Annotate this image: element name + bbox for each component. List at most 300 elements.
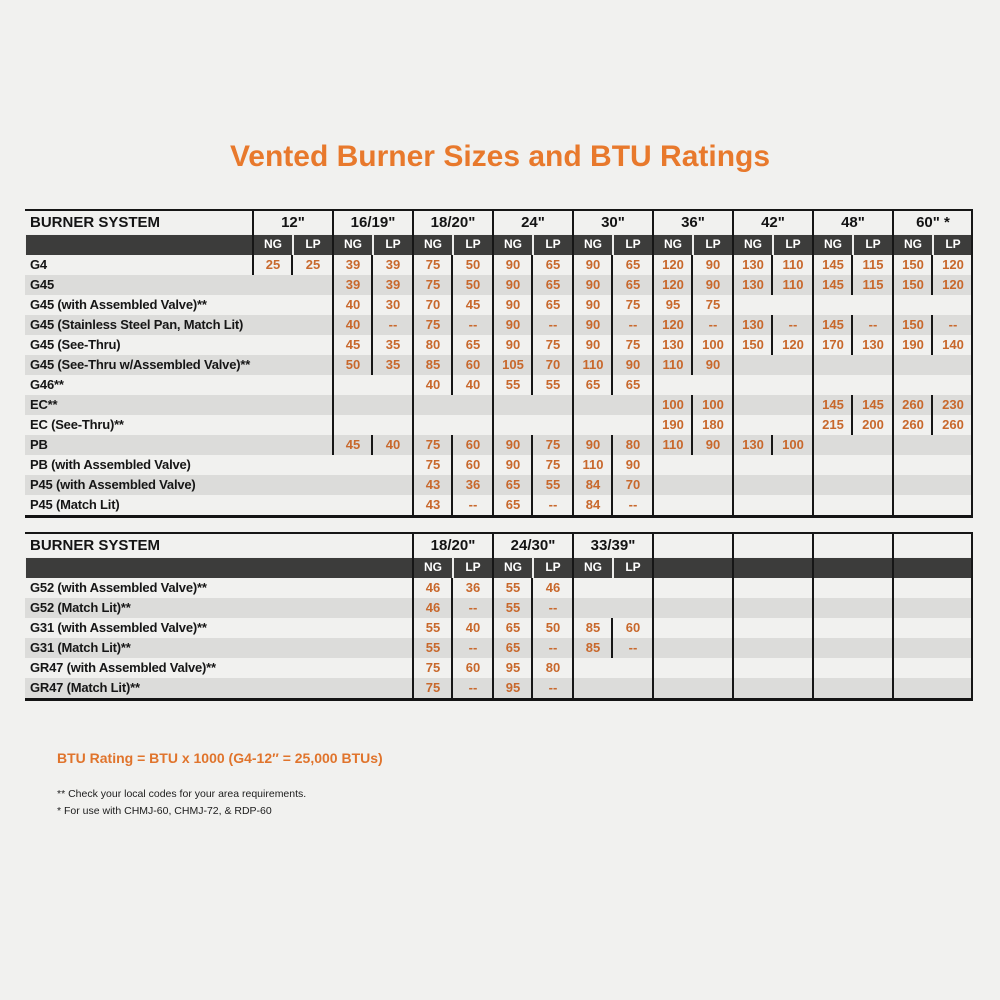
value-cell-lp: --	[468, 640, 478, 655]
value-cell-lp: 45	[465, 297, 481, 312]
table-row	[25, 375, 973, 395]
value-cell-ng: 90	[573, 255, 613, 275]
row-label: G31 (Match Lit)**	[30, 640, 131, 655]
value-cell-ng	[573, 598, 613, 618]
value-cell-lp: 110	[782, 277, 804, 292]
value-cell-ng	[253, 375, 293, 395]
column-divider	[732, 211, 734, 515]
row-label: P45 (with Assembled Valve)	[30, 477, 196, 492]
value-cell-ng	[253, 315, 293, 335]
row-label: G45 (See-Thru)	[30, 337, 121, 352]
value-cell-lp	[613, 678, 653, 698]
gas-type-header: NG	[573, 234, 613, 255]
btu-rating-note: BTU Rating = BTU x 1000 (G4-12″ = 25,000 BTUs)	[57, 750, 383, 766]
value-cell-ng	[893, 295, 933, 315]
gas-type-header: NG	[413, 557, 453, 578]
value-cell-ng: 50	[333, 355, 373, 375]
gas-type-header: LP	[533, 234, 573, 255]
gas-type-header: NG	[653, 234, 693, 255]
value-cell-ng: 120	[653, 255, 693, 275]
value-cell-lp	[933, 495, 973, 515]
column-divider	[412, 534, 414, 698]
value-cell-ng	[653, 495, 693, 515]
value-cell-lp	[773, 295, 813, 315]
value-cell-lp	[853, 578, 893, 598]
row-label: G45 (with Assembled Valve)**	[30, 297, 207, 312]
value-cell-ng	[733, 618, 773, 638]
value-cell-lp: 50	[465, 277, 481, 292]
value-cell-ng	[413, 415, 453, 435]
gas-header-empty-cell	[813, 557, 893, 578]
value-cell-lp	[773, 375, 813, 395]
column-divider	[652, 211, 654, 515]
value-cell-ng	[253, 455, 293, 475]
value-cell-lp	[533, 415, 573, 435]
value-cell-ng: 45	[333, 335, 373, 355]
row-label: PB	[30, 437, 48, 452]
gas-type-header: NG	[253, 234, 293, 255]
size-column-header	[813, 534, 893, 557]
value-cell-lp: 120	[782, 337, 804, 352]
value-cell-lp: 60	[465, 660, 481, 675]
value-cell-ng	[813, 495, 853, 515]
value-cell-lp: 180	[702, 417, 724, 432]
value-cell-lp	[933, 475, 973, 495]
row-label: G52 (Match Lit)**	[30, 600, 131, 615]
value-cell-lp: 200	[862, 417, 884, 432]
value-cell-ng: 90	[573, 295, 613, 315]
value-cell-ng	[733, 658, 773, 678]
gas-type-header: NG	[333, 234, 373, 255]
value-cell-lp: --	[548, 317, 558, 332]
value-cell-lp: 35	[385, 337, 401, 352]
value-cell-lp	[613, 415, 653, 435]
table-row	[25, 578, 973, 598]
value-cell-ng: 145	[813, 255, 853, 275]
value-cell-ng: 80	[413, 335, 453, 355]
value-cell-ng: 55	[413, 638, 453, 658]
note-for-use-with: * For use with CHMJ-60, CHMJ-72, & RDP-60	[57, 805, 272, 817]
value-cell-lp	[693, 598, 733, 618]
size-column-header	[733, 534, 813, 557]
value-cell-lp	[613, 598, 653, 618]
row-label: P45 (Match Lit)	[30, 497, 120, 512]
value-cell-lp	[933, 678, 973, 698]
value-cell-lp	[853, 658, 893, 678]
row-label: G46**	[30, 377, 64, 392]
value-cell-lp: 130	[862, 337, 884, 352]
value-cell-lp: 50	[545, 620, 561, 635]
value-cell-lp: 65	[545, 277, 561, 292]
value-cell-ng	[573, 395, 613, 415]
value-cell-lp: 55	[545, 377, 561, 392]
value-cell-ng	[653, 475, 693, 495]
value-cell-ng	[813, 678, 853, 698]
value-cell-lp: 75	[625, 337, 641, 352]
value-cell-ng: 90	[573, 275, 613, 295]
value-cell-lp	[293, 355, 333, 375]
value-cell-lp	[773, 495, 813, 515]
table-row	[25, 355, 973, 375]
gas-type-header: LP	[453, 234, 493, 255]
value-cell-lp	[773, 395, 813, 415]
value-cell-ng	[813, 638, 853, 658]
value-cell-lp	[693, 375, 733, 395]
gas-type-header: NG	[493, 234, 533, 255]
value-cell-ng	[653, 455, 693, 475]
page-title: Vented Burner Sizes and BTU Ratings	[229, 140, 771, 173]
value-cell-ng: 43	[413, 475, 453, 495]
value-cell-lp	[293, 335, 333, 355]
value-cell-ng: 65	[493, 618, 533, 638]
table-row	[25, 435, 973, 455]
value-cell-lp: 25	[305, 257, 321, 272]
value-cell-lp	[933, 435, 973, 455]
value-cell-lp	[853, 435, 893, 455]
table-row	[25, 475, 973, 495]
value-cell-ng: 84	[573, 495, 613, 515]
value-cell-lp: --	[548, 600, 558, 615]
value-cell-ng: 145	[813, 395, 853, 415]
value-cell-ng	[813, 578, 853, 598]
column-divider	[812, 534, 814, 698]
value-cell-ng: 110	[573, 455, 613, 475]
vented-burner-table-secondary	[25, 532, 973, 701]
size-column-header: 18/20"	[430, 214, 476, 231]
value-cell-ng	[813, 455, 853, 475]
table-row	[25, 495, 973, 515]
value-cell-ng: 55	[493, 578, 533, 598]
value-cell-lp: 39	[385, 257, 401, 272]
value-cell-lp	[693, 578, 733, 598]
value-cell-ng: 75	[413, 255, 453, 275]
value-cell-ng	[333, 475, 373, 495]
value-cell-ng: 90	[493, 335, 533, 355]
value-cell-ng	[653, 375, 693, 395]
value-cell-ng	[813, 475, 853, 495]
value-cell-ng: 40	[413, 375, 453, 395]
value-cell-lp	[693, 658, 733, 678]
value-cell-lp	[853, 495, 893, 515]
value-cell-ng	[573, 578, 613, 598]
value-cell-ng: 130	[733, 435, 773, 455]
value-cell-lp: --	[468, 600, 478, 615]
value-cell-lp	[293, 395, 333, 415]
value-cell-ng: 46	[413, 578, 453, 598]
value-cell-lp: 120	[942, 257, 964, 272]
value-cell-lp	[693, 618, 733, 638]
value-cell-lp: --	[548, 497, 558, 512]
value-cell-lp	[293, 435, 333, 455]
gas-type-header: LP	[373, 234, 413, 255]
value-cell-ng: 90	[493, 275, 533, 295]
value-cell-lp: 75	[705, 297, 721, 312]
value-cell-lp: 75	[545, 437, 561, 452]
value-cell-ng: 43	[413, 495, 453, 515]
value-cell-ng	[253, 475, 293, 495]
row-label: G45	[30, 277, 54, 292]
column-divider	[732, 534, 734, 698]
value-cell-lp: --	[708, 317, 718, 332]
value-cell-ng: 65	[493, 638, 533, 658]
table-row	[25, 598, 973, 618]
value-cell-lp: --	[628, 497, 638, 512]
value-cell-ng: 130	[733, 255, 773, 275]
value-cell-lp: 50	[465, 257, 481, 272]
value-cell-lp: 140	[942, 337, 964, 352]
value-cell-lp: --	[468, 497, 478, 512]
value-cell-lp: 55	[545, 477, 561, 492]
value-cell-ng: 260	[893, 395, 933, 415]
value-cell-ng: 25	[253, 255, 293, 275]
gas-header-spacer	[25, 234, 253, 255]
value-cell-lp: 36	[465, 477, 481, 492]
value-cell-ng	[733, 415, 773, 435]
value-cell-lp: --	[868, 317, 878, 332]
value-cell-ng	[813, 375, 853, 395]
value-cell-ng	[733, 495, 773, 515]
table-row	[25, 315, 973, 335]
value-cell-lp	[853, 475, 893, 495]
gas-header-empty-cell	[653, 557, 733, 578]
value-cell-ng: 75	[413, 315, 453, 335]
burner-system-header: BURNER SYSTEM	[30, 537, 161, 554]
table-row	[25, 335, 973, 355]
value-cell-lp	[853, 618, 893, 638]
value-cell-ng	[653, 658, 693, 678]
value-cell-lp	[293, 295, 333, 315]
value-cell-ng	[653, 678, 693, 698]
size-column-header: 36"	[681, 214, 705, 231]
value-cell-ng: 110	[653, 435, 693, 455]
row-label: PB (with Assembled Valve)	[30, 457, 191, 472]
value-cell-lp	[853, 455, 893, 475]
size-column-header: 42"	[761, 214, 785, 231]
value-cell-ng	[733, 638, 773, 658]
gas-header-spacer	[25, 557, 413, 578]
value-cell-lp: 65	[465, 337, 481, 352]
column-divider	[412, 211, 414, 515]
table-row	[25, 638, 973, 658]
value-cell-ng: 150	[893, 255, 933, 275]
value-cell-ng	[253, 355, 293, 375]
table-row	[25, 395, 973, 415]
value-cell-ng: 130	[733, 275, 773, 295]
value-cell-ng	[573, 415, 613, 435]
column-divider	[252, 211, 254, 275]
value-cell-ng: 90	[493, 315, 533, 335]
value-cell-lp: 260	[942, 417, 964, 432]
value-cell-ng	[813, 295, 853, 315]
value-cell-lp: 90	[705, 437, 721, 452]
value-cell-ng	[253, 395, 293, 415]
column-divider	[492, 534, 494, 698]
value-cell-ng: 39	[333, 255, 373, 275]
value-cell-lp: 65	[545, 257, 561, 272]
value-cell-lp: 30	[385, 297, 401, 312]
size-column-header: 12"	[281, 214, 305, 231]
value-cell-lp	[533, 395, 573, 415]
value-cell-ng: 130	[653, 335, 693, 355]
value-cell-lp: 145	[862, 397, 884, 412]
value-cell-ng	[253, 495, 293, 515]
value-cell-ng	[733, 375, 773, 395]
value-cell-lp	[933, 618, 973, 638]
value-cell-lp: 100	[702, 397, 724, 412]
value-cell-lp: --	[548, 640, 558, 655]
value-cell-lp	[933, 598, 973, 618]
table-row	[25, 275, 973, 295]
value-cell-lp	[773, 578, 813, 598]
value-cell-lp	[373, 375, 413, 395]
value-cell-lp: 90	[705, 357, 721, 372]
value-cell-lp	[293, 315, 333, 335]
size-column-header	[893, 534, 973, 557]
row-label: EC (See-Thru)**	[30, 417, 124, 432]
value-cell-ng: 120	[653, 275, 693, 295]
value-cell-lp: 60	[465, 457, 481, 472]
gas-type-header: LP	[533, 557, 573, 578]
value-cell-lp: --	[788, 317, 798, 332]
value-cell-ng: 260	[893, 415, 933, 435]
value-cell-ng	[653, 638, 693, 658]
value-cell-ng	[733, 395, 773, 415]
value-cell-lp: 40	[465, 620, 481, 635]
value-cell-lp: 65	[625, 257, 641, 272]
value-cell-lp	[453, 395, 493, 415]
value-cell-lp: 75	[545, 337, 561, 352]
value-cell-ng	[893, 598, 933, 618]
value-cell-ng	[733, 475, 773, 495]
value-cell-lp	[453, 415, 493, 435]
value-cell-ng	[493, 415, 533, 435]
column-divider	[812, 211, 814, 515]
table-row	[25, 255, 973, 275]
value-cell-ng	[333, 375, 373, 395]
value-cell-ng	[253, 435, 293, 455]
value-cell-ng: 95	[493, 678, 533, 698]
value-cell-lp: 46	[545, 580, 561, 595]
value-cell-lp: --	[548, 680, 558, 695]
value-cell-ng	[813, 598, 853, 618]
table-row	[25, 658, 973, 678]
value-cell-lp: 90	[625, 357, 641, 372]
value-cell-ng: 70	[413, 295, 453, 315]
value-cell-ng	[333, 415, 373, 435]
table-row	[25, 415, 973, 435]
column-divider	[892, 211, 894, 515]
value-cell-ng	[333, 395, 373, 415]
gas-type-header: NG	[733, 234, 773, 255]
gas-header-empty-cell	[893, 557, 973, 578]
value-cell-lp: 35	[385, 357, 401, 372]
value-cell-lp: 90	[705, 257, 721, 272]
value-cell-ng: 100	[653, 395, 693, 415]
gas-type-header: LP	[453, 557, 493, 578]
size-column-header: 24"	[521, 214, 545, 231]
value-cell-ng: 85	[573, 618, 613, 638]
size-column-header: 60" *	[916, 214, 950, 231]
gas-type-header-row	[25, 557, 973, 578]
value-cell-lp: 39	[385, 277, 401, 292]
value-cell-ng: 190	[653, 415, 693, 435]
value-cell-ng: 170	[813, 335, 853, 355]
gas-type-header: LP	[613, 557, 653, 578]
value-cell-lp: 60	[465, 437, 481, 452]
value-cell-lp	[693, 475, 733, 495]
value-cell-lp	[853, 375, 893, 395]
gas-type-header: LP	[853, 234, 893, 255]
size-column-header	[653, 534, 733, 557]
value-cell-lp: 100	[702, 337, 724, 352]
value-cell-ng: 46	[413, 598, 453, 618]
value-cell-ng: 39	[333, 275, 373, 295]
size-column-header: 16/19"	[350, 214, 396, 231]
value-cell-ng: 90	[573, 435, 613, 455]
value-cell-lp	[293, 275, 333, 295]
value-cell-ng	[333, 495, 373, 515]
value-cell-ng	[733, 678, 773, 698]
value-cell-lp: 65	[625, 377, 641, 392]
value-cell-ng	[253, 295, 293, 315]
value-cell-lp: 40	[465, 377, 481, 392]
row-label: G4	[30, 257, 47, 272]
value-cell-lp	[613, 658, 653, 678]
value-cell-ng	[653, 618, 693, 638]
value-cell-lp: 90	[625, 457, 641, 472]
value-cell-lp: 110	[782, 257, 804, 272]
value-cell-lp	[853, 678, 893, 698]
table-row	[25, 455, 973, 475]
value-cell-ng	[893, 578, 933, 598]
value-cell-ng	[893, 355, 933, 375]
value-cell-lp	[853, 598, 893, 618]
value-cell-lp: 115	[862, 257, 884, 272]
value-cell-lp	[853, 638, 893, 658]
value-cell-lp: --	[628, 640, 638, 655]
value-cell-ng: 75	[413, 678, 453, 698]
value-cell-ng: 90	[493, 295, 533, 315]
value-cell-ng	[813, 658, 853, 678]
value-cell-ng: 130	[733, 315, 773, 335]
value-cell-lp	[373, 395, 413, 415]
value-cell-lp	[373, 495, 413, 515]
value-cell-ng: 105	[493, 355, 533, 375]
value-cell-lp	[373, 455, 413, 475]
value-cell-ng	[253, 275, 293, 295]
value-cell-lp	[773, 618, 813, 638]
value-cell-lp: --	[468, 680, 478, 695]
value-cell-ng	[253, 415, 293, 435]
value-cell-ng: 120	[653, 315, 693, 335]
value-cell-lp	[293, 375, 333, 395]
value-cell-ng	[893, 435, 933, 455]
value-cell-lp	[293, 475, 333, 495]
value-cell-lp	[773, 415, 813, 435]
value-cell-lp	[293, 495, 333, 515]
value-cell-lp	[773, 355, 813, 375]
value-cell-ng: 150	[893, 315, 933, 335]
value-cell-lp: 40	[385, 437, 401, 452]
column-divider	[892, 534, 894, 698]
value-cell-lp: 80	[545, 660, 561, 675]
gas-header-empty-cell	[733, 557, 813, 578]
value-cell-lp	[933, 455, 973, 475]
value-cell-ng	[893, 638, 933, 658]
value-cell-lp	[853, 295, 893, 315]
gas-type-header-row	[25, 234, 973, 255]
value-cell-ng: 190	[893, 335, 933, 355]
